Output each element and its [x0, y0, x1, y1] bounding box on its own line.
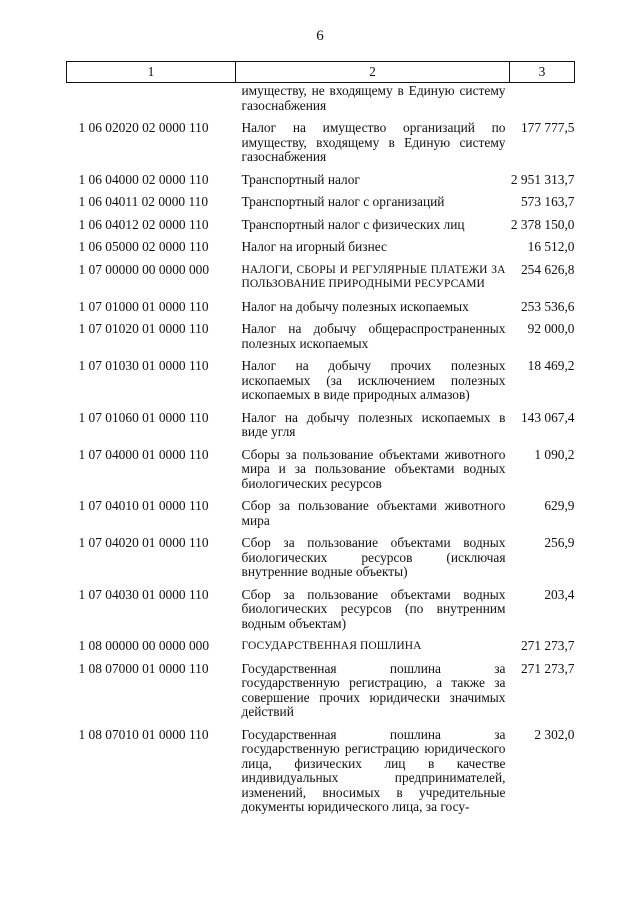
budget-code: 1 06 04011 02 0000 110 — [78, 194, 209, 209]
table-row — [67, 83, 575, 119]
budget-code: 1 07 01000 01 0000 110 — [78, 298, 209, 314]
table-row — [67, 237, 575, 260]
table-row — [67, 636, 575, 659]
table-row — [67, 297, 575, 320]
revenue-name: Налог на добычу полезных ископаемых — [241, 298, 469, 314]
budget-code: 1 06 04012 02 0000 110 — [78, 216, 209, 232]
header-col-3: 3 — [510, 62, 575, 83]
table-row — [67, 585, 575, 637]
revenue-amount: 203,4 — [544, 586, 575, 602]
table-row — [67, 725, 575, 820]
revenue-amount: 177 777,5 — [520, 120, 575, 135]
revenue-amount: 2 302,0 — [534, 726, 575, 742]
page-number: 6 — [316, 28, 324, 44]
table-row — [67, 192, 575, 215]
revenue-name: Транспортный налог с физических лиц — [241, 216, 465, 232]
revenue-amount — [510, 83, 575, 119]
revenue-name: Транспортный налог — [241, 171, 360, 187]
revenue-name: НАЛОГИ, СБОРЫ И РЕГУЛЯРНЫЕ ПЛАТЕЖИ ЗА ПОЛЬЗОВАНИЕ ПРИРОДНЫМИ РЕСУРСАМИ — [241, 263, 506, 290]
budget-code: 1 07 01060 01 0000 110 — [78, 409, 209, 425]
header-col-2: 2 — [236, 62, 510, 83]
revenue-name: Налог на игорный бизнес — [241, 239, 387, 254]
revenue-name: Сборы за пользование объектами животного мира и за пользование объектами водных биологических ресурсов — [241, 446, 506, 491]
budget-code: 1 07 04010 01 0000 110 — [78, 498, 209, 513]
table-row — [67, 496, 575, 533]
revenue-name: Налог на имущество организаций по имуществу, входящему в Единую систему газоснабжения — [241, 120, 506, 164]
table-row — [67, 659, 575, 725]
budget-code — [67, 83, 236, 119]
budget-code: 1 08 07000 01 0000 110 — [78, 660, 209, 676]
table-body — [67, 83, 575, 820]
revenue-amount: 143 067,4 — [520, 409, 575, 425]
table-row — [67, 170, 575, 193]
budget-code: 1 06 05000 02 0000 110 — [78, 239, 209, 254]
revenue-name: Налог на добычу полезных ископаемых в виде угля — [241, 409, 506, 439]
revenue-amount: 256,9 — [544, 535, 575, 550]
revenue-name: ГОСУДАРСТВЕННАЯ ПОШЛИНА — [241, 640, 422, 652]
budget-code: 1 06 04000 02 0000 110 — [78, 171, 209, 187]
table-row — [67, 118, 575, 170]
budget-code: 1 07 00000 00 0000 000 — [78, 261, 210, 277]
budget-code: 1 07 01030 01 0000 110 — [78, 358, 209, 373]
revenue-name: Сбор за пользование объектами водных биологических ресурсов (исключая внутренние водные объекты) — [241, 535, 506, 579]
revenue-amount: 16 512,0 — [527, 239, 575, 254]
revenue-amount: 2 378 150,0 — [510, 216, 575, 232]
budget-code: 1 08 00000 00 0000 000 — [78, 638, 210, 653]
revenue-name: Налог на добычу общераспространенных полезных ископаемых — [241, 321, 506, 351]
revenue-name: Сбор за пользование объектами водных биологических ресурсов (по внутренним водным объектам) — [241, 586, 506, 631]
revenue-amount: 1 090,2 — [534, 446, 575, 462]
header-col-1: 1 — [67, 62, 236, 83]
revenue-amount: 2 951 313,7 — [510, 171, 575, 187]
table-row — [67, 445, 575, 497]
revenue-amount: 254 626,8 — [520, 261, 575, 277]
table-row — [67, 408, 575, 445]
revenue-amount: 271 273,7 — [520, 660, 575, 676]
table-row — [67, 319, 575, 356]
budget-code: 1 07 01020 01 0000 110 — [78, 321, 209, 336]
revenue-amount: 18 469,2 — [527, 358, 575, 373]
revenue-amount: 629,9 — [544, 498, 575, 513]
table-header — [67, 62, 575, 83]
revenue-amount: 271 273,7 — [520, 638, 575, 653]
table-row — [67, 260, 575, 297]
revenue-name: имуществу, не входящему в Единую систему газоснабжения — [241, 83, 506, 113]
revenue-amount: 573 163,7 — [520, 194, 575, 209]
revenue-name: Государственная пошлина за государственную регистрацию юридического лица, физических лиц в качестве индивидуальных предпринимателей, изменений, вносимых в учредительные документы юридического лица, за госу- — [241, 726, 506, 814]
revenue-name: Налог на добычу прочих полезных ископаемых (за исключением полезных ископаемых в виде природных алмазов) — [241, 358, 506, 402]
budget-code: 1 07 04000 01 0000 110 — [78, 446, 209, 462]
revenue-name: Сбор за пользование объектами животного мира — [241, 498, 506, 528]
table-row — [67, 356, 575, 408]
revenue-name: Транспортный налог с организаций — [241, 194, 445, 209]
table-row — [67, 215, 575, 238]
revenue-table — [66, 61, 575, 820]
table-row — [67, 533, 575, 585]
budget-code: 1 06 02020 02 0000 110 — [78, 120, 209, 135]
budget-code: 1 07 04030 01 0000 110 — [78, 586, 209, 602]
revenue-name: Государственная пошлина за государственную регистрацию, а также за совершение прочих юридически значимых действий — [241, 660, 506, 719]
budget-code: 1 07 04020 01 0000 110 — [78, 535, 209, 550]
budget-code: 1 08 07010 01 0000 110 — [78, 726, 209, 742]
revenue-amount: 92 000,0 — [527, 321, 575, 336]
revenue-amount: 253 536,6 — [520, 298, 575, 314]
